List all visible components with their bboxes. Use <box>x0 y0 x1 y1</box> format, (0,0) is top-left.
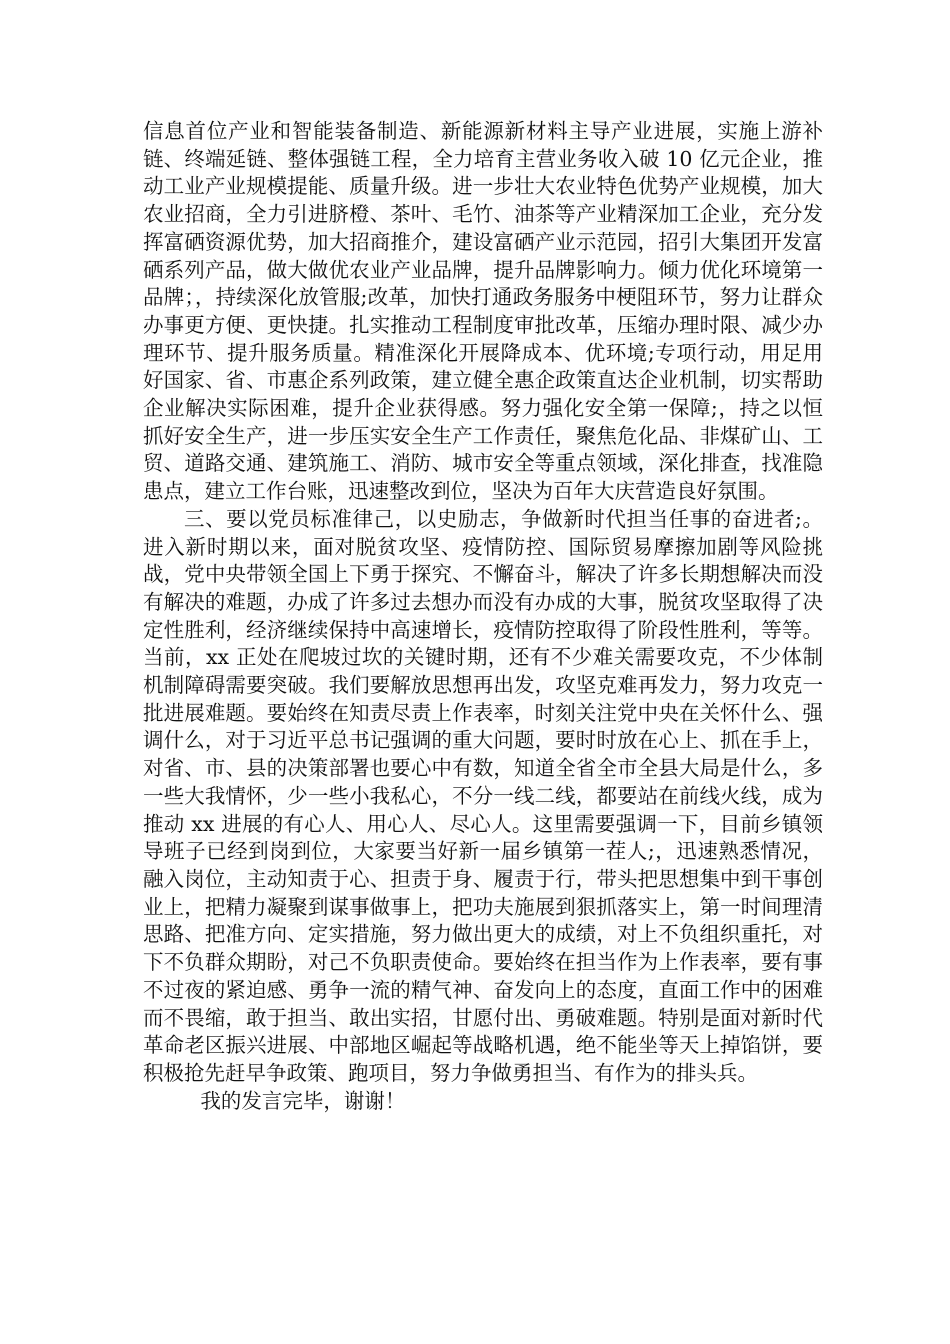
paragraph-section-three: 三、要以党员标准律己，以史励志，争做新时代担当任事的奋进者;。进入新时期以来，面对脱贫攻坚、疫情防控、国际贸易摩擦加剧等风险挑战，党中央带领全国上下勇于探究、不懈奋斗，解决了许多长期想解决而没有解决的难题，办成了许多过去想办而没有办成的大事，脱贫攻坚取得了决定性胜利，经济继续保持中高速增长，疫情防控取得了阶段性胜利，等等。当前，xx 正处在爬坡过坎的关键时期，还有不少难关需要攻克，不少体制机制障碍需要突破。我们要解放思想再出发，攻坚克难再发力，努力攻克一批进展难题。要始终在知责尽责上作表率，时刻关注党中央在关怀什么、强调什么，对于习近平总书记强调的重大问题，要时时放在心上、抓在手上，对省、市、县的决策部署也要心中有数，知道全省全市全县大局是什么，多一些大我情怀，少一些小我私心，不分一线二线，都要站在前线火线，成为推动 xx 进展的有心人、用心人、尽心人。这里需要强调一下，目前乡镇领导班子已经到岗到位，大家要当好新一届乡镇第一茬人;，迅速熟悉情况，融入岗位，主动知责于心、担责于身、履责于行，带头把思想集中到干事创业上，把精力凝聚到谋事做事上，把功夫施展到狠抓落实上，第一时间理清思路、把准方向、定实措施，努力做出更大的成绩，对上不负组织重托，对下不负群众期盼，对己不负职责使命。要始终在担当作为上作表率，要有事不过夜的紧迫感、勇争一流的精气神、奋发向上的态度，直面工作中的困难而不畏缩，敢于担当、敢出实招，甘愿付出、勇破难题。特别是面对新时代革命老区振兴进展、中部地区崛起等战略机遇，绝不能坐等天上掉馅饼，要积极抢先赶早争政策、跑项目，努力争做勇担当、有作为的排头兵。 <box>143 506 823 1085</box>
paragraph-industry-environment-safety: 信息首位产业和智能装备制造、新能源新材料主导产业进展，实施上游补链、终端延链、整体强链工程，全力培育主营业务收入破 10 亿元企业，推动工业产业规模提能、质量升级。进一步壮大农业特色优势产业规模，加大农业招商，全力引进脐橙、茶叶、毛竹、油茶等产业精深加工企业，充分发挥富硒资源优势，加大招商推介，建设富硒产业示范园，招引大集团开发富硒系列产品，做大做优农业产业品牌，提升品牌影响力。倾力优化环境第一品牌；，持续深化放管服;改革，加快打通政务服务中梗阻环节，努力让群众办事更方便、更快捷。扎实推动工程制度审批改革，压缩办理时限、减少办理环节、提升服务质量。精准深化开展降成本、优环境;专项行动，用足用好国家、省、市惠企系列政策，建立健全惠企政策直达企业机制，切实帮助企业解决实际困难，提升企业获得感。努力强化安全第一保障;，持之以恒抓好安全生产，进一步压实安全生产工作责任，聚焦危化品、非煤矿山、工贸、道路交通、建筑施工、消防、城市安全等重点领域，深化排查，找准隐患点，建立工作台账，迅速整改到位，坚决为百年大庆营造良好氛围。 <box>143 119 823 504</box>
closing-remark: 我的发言完毕，谢谢！ <box>200 1088 406 1113</box>
document-body <box>143 118 823 1115</box>
